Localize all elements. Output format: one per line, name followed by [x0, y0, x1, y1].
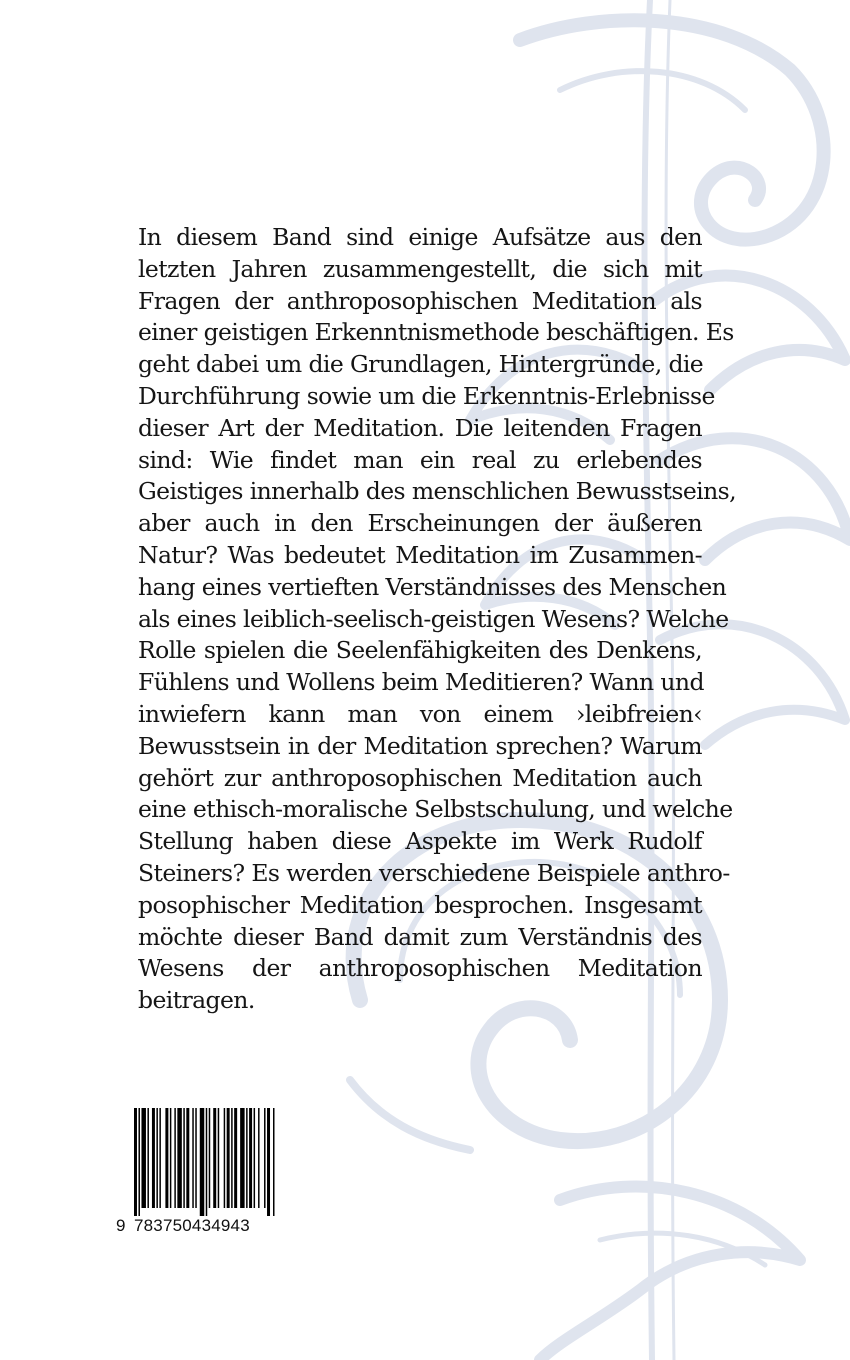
barcode-bar: [240, 1108, 244, 1208]
blurb-line: einer geistigen Erkenntnismethode beschäftigen. Es: [138, 318, 734, 347]
blurb-line: beitragen.: [138, 986, 255, 1015]
barcode-bar: [177, 1108, 181, 1208]
blurb-line: geht dabei um die Grundlagen, Hintergründe, die: [138, 350, 704, 379]
barcode-bar: [141, 1108, 145, 1208]
barcode-bar: [231, 1108, 232, 1208]
barcode-bar: [254, 1108, 255, 1208]
barcode-bar: [134, 1108, 137, 1216]
barcode-bar: [224, 1108, 225, 1208]
barcode-bar: [206, 1108, 207, 1216]
barcode-bar: [209, 1108, 210, 1208]
barcode-bar: [218, 1108, 219, 1208]
barcode-bar: [234, 1108, 237, 1208]
blurb-line: dieser Art der Meditation. Die leitenden Fragen: [138, 413, 702, 442]
barcode-bar: [174, 1108, 175, 1208]
barcode-bar: [195, 1108, 196, 1208]
barcode-bar: [213, 1108, 216, 1208]
barcode-bar: [152, 1108, 155, 1208]
barcode-bar: [156, 1108, 157, 1208]
blurb-line: Wesens der anthroposophischen Meditation: [138, 954, 702, 983]
blurb-line: möchte dieser Band damit zum Verständnis des: [138, 922, 702, 951]
blurb-line: Natur? Was bedeutet Meditation im Zusammen-: [138, 540, 702, 569]
barcode-bar: [264, 1108, 265, 1208]
barcode-bar: [170, 1108, 171, 1208]
barcode-bar: [249, 1108, 252, 1208]
barcode-bar: [267, 1108, 270, 1216]
barcode-bar: [186, 1108, 189, 1208]
blurb-line: aber auch in den Erscheinungen der äußeren: [138, 509, 702, 538]
isbn-digits: [116, 1216, 286, 1236]
blurb-line: Geistiges innerhalb des menschlichen Bewusstseins,: [138, 477, 736, 506]
blurb-line: letzten Jahren zusammengestellt, die sich mit: [138, 254, 702, 283]
barcode-bar: [200, 1108, 204, 1216]
blurb-line: eine ethisch-moralische Selbstschulung, und welche: [138, 795, 733, 824]
blurb-line: Fühlens und Wollens beim Meditieren? Wann und: [138, 668, 704, 697]
blurb-line: Rolle spielen die Seelenfähigkeiten des Denkens,: [138, 636, 702, 665]
blurb-line: Fragen der anthroposophischen Meditation als: [138, 286, 702, 315]
back-cover-blurb: [138, 222, 736, 1017]
isbn-first-digit: 9: [116, 1216, 126, 1235]
barcode-bar: [192, 1108, 193, 1208]
barcode-bar: [273, 1108, 274, 1216]
barcode-bar: [159, 1108, 160, 1208]
blurb-line: hang eines vertieften Verständnisses des Menschen: [138, 572, 727, 601]
barcode-bar: [258, 1108, 259, 1208]
blurb-line: Steiners? Es werden verschiedene Beispiele anthro-: [138, 858, 730, 887]
barcode-bar: [165, 1108, 168, 1208]
barcode-bar: [227, 1108, 230, 1208]
isbn-digits-rest: 783750434943: [134, 1216, 250, 1235]
barcode-bar: [147, 1108, 148, 1208]
barcode-bar: [183, 1108, 184, 1208]
barcode-bar: [138, 1108, 139, 1216]
blurb-line: sind: Wie findet man ein real zu erlebendes: [138, 445, 702, 474]
isbn-barcode: [134, 1108, 276, 1216]
blurb-line: Bewusstsein in der Meditation sprechen? Warum: [138, 731, 702, 760]
blurb-line: In diesem Band sind einige Aufsätze aus den: [138, 223, 702, 251]
barcode-bar: [246, 1108, 247, 1208]
blurb-line: Durchführung sowie um die Erkenntnis-Erlebnisse: [138, 381, 715, 410]
blurb-line: Stellung haben diese Aspekte im Werk Rudolf: [138, 827, 702, 856]
blurb-line: inwiefern kann man von einem ›leibfreien‹: [138, 699, 702, 728]
blurb-line: posophischer Meditation besprochen. Insgesamt: [138, 890, 702, 919]
blurb-line: gehört zur anthroposophischen Meditation auch: [138, 763, 702, 792]
blurb-line: als eines leiblich-seelisch-geistigen Wesens? Welche: [138, 604, 729, 633]
